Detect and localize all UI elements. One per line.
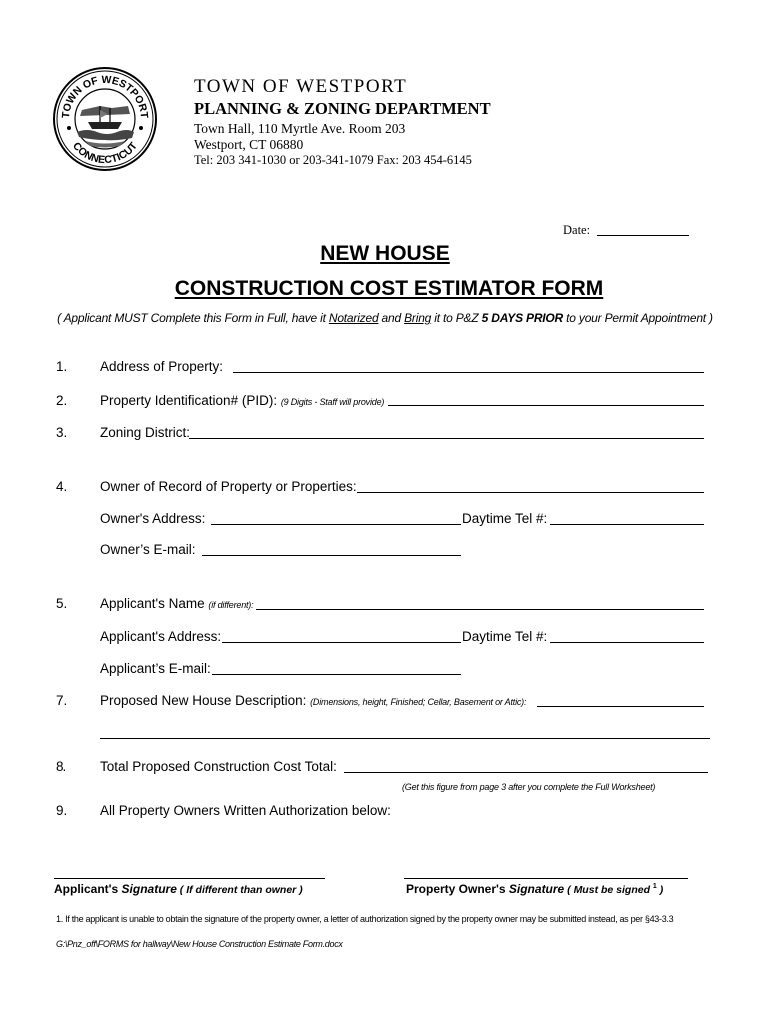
footnote: 1. If the applicant is unable to obtain the signature of the property owner, a letter of authorization signed by the property owner may be submitted instead, as per §43-3.3 [56,914,674,924]
owner-address-label: Owner's Address: [100,511,206,526]
applicant-address-field[interactable] [222,642,461,643]
applicant-name-label: Applicant's Name (if different): [100,596,254,611]
field-number-1: 1. [56,359,68,374]
owner-of-record-field[interactable] [357,492,704,493]
pid-label: Property Identification# (PID): (9 Digits - Staff will provide) [100,393,385,408]
owner-tel-label: Daytime Tel #: [462,511,548,526]
date-label: Date: [563,223,591,237]
total-cost-label: Total Proposed Construction Cost Total: [100,759,337,774]
svg-text:TOWN OF WESTPORT: TOWN OF WESTPORT [59,73,151,119]
field-number-5: 5. [56,596,68,611]
field-number-7: 7. [56,693,68,708]
applicant-tel-label: Daytime Tel #: [462,629,548,644]
owner-tel-field[interactable] [550,524,704,525]
owner-of-record-label: Owner of Record of Property or Properties: [100,479,357,494]
town-name: TOWN OF WESTPORT [194,76,408,97]
form-title-line-1: NEW HOUSE [320,242,450,265]
applicant-signature-field[interactable] [54,878,325,879]
pid-field[interactable] [388,405,704,406]
field-number-8: 8. [56,759,66,774]
form-instructions: ( Applicant MUST Complete this Form in Full, have it Notarized and Bring it to P&Z 5 DAYS PRIOR to your Permit Appointment ) [57,311,713,325]
total-cost-field[interactable] [344,772,708,773]
house-description-label: Proposed New House Description: (Dimensions, height, Finished; Cellar, Basement or Attic): [100,693,527,708]
applicant-email-label: Applicant’s E-mail: [100,661,211,676]
zoning-district-field[interactable] [189,438,704,439]
address-of-property-field[interactable] [233,372,704,373]
applicant-signature-label: Applicant's Signature ( If different than owner ) [54,882,303,896]
applicant-email-field[interactable] [212,674,461,675]
owner-email-field[interactable] [202,555,461,556]
house-description-field[interactable] [537,706,704,707]
owner-address-field[interactable] [211,524,461,525]
owner-signature-label: Property Owner's Signature ( Must be signed $^1$ ) [406,882,664,896]
address-line-1: Town Hall, 110 Myrtle Ave. Room 203 [194,121,406,136]
town-seal-logo [52,66,158,172]
form-title-line-2: CONSTRUCTION COST ESTIMATOR FORM [174,277,604,300]
applicant-name-field[interactable] [256,609,704,610]
applicant-address-label: Applicant's Address: [100,629,222,644]
total-cost-note: (Get this figure from page 3 after you complete the Full Worksheet) [402,782,656,792]
address-line-2: Westport, CT 06880 [194,137,304,152]
file-path: G:\Pnz_off\FORMS for hallway\New House Construction Estimate Form.docx [56,939,343,949]
phone-line: Tel: 203 341-1030 or 203-341-1079 Fax: 203 454-6145 [194,153,472,167]
department-name: PLANNING & ZONING DEPARTMENT [194,99,491,118]
zoning-district-label: Zoning District: [100,425,191,440]
field-number-2: 2. [56,393,68,408]
owner-signature-field[interactable] [404,878,688,879]
field-number-9: 9. [56,803,68,818]
svg-text:CONNECTICUT: CONNECTICUT [70,140,140,167]
applicant-tel-field[interactable] [550,642,704,643]
date-field[interactable] [597,235,689,236]
field-number-3: 3. [56,425,68,440]
authorization-label: All Property Owners Written Authorization below: [100,803,391,818]
field-number-4: 4. [56,479,68,494]
owner-email-label: Owner’s E-mail: [100,542,196,557]
house-description-field-line-2[interactable] [100,738,710,739]
address-of-property-label: Address of Property: [100,359,224,374]
